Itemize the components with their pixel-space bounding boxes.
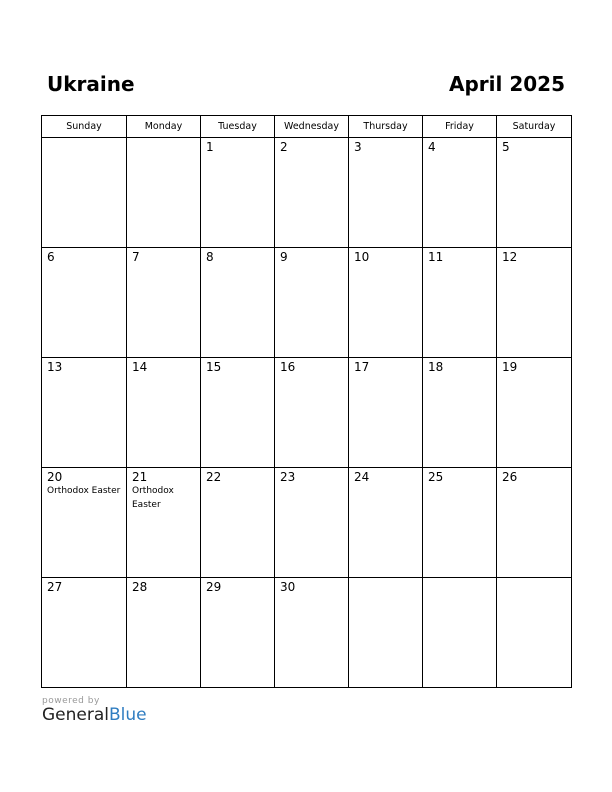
day-cell <box>42 248 127 358</box>
day-number: 17 <box>354 360 370 374</box>
day-number: 22 <box>206 470 222 484</box>
day-number: 9 <box>280 250 288 264</box>
day-cell <box>423 138 497 248</box>
day-cell <box>127 468 201 578</box>
day-number: 21 <box>132 470 148 484</box>
day-cell <box>349 468 423 578</box>
day-number: 15 <box>206 360 222 374</box>
day-cell <box>127 138 201 248</box>
day-cell <box>349 248 423 358</box>
day-cell <box>423 358 497 468</box>
day-cell <box>497 578 572 688</box>
day-cell <box>497 358 572 468</box>
month-title: April 2025 <box>449 72 565 96</box>
day-cell <box>201 358 275 468</box>
day-cell <box>349 578 423 688</box>
brand-blue: Blue <box>109 705 147 725</box>
country-title: Ukraine <box>47 72 135 96</box>
day-number: 3 <box>354 140 362 154</box>
week-row <box>42 358 572 468</box>
holiday-label: Orthodox Easter <box>132 486 174 510</box>
week-row <box>42 578 572 688</box>
weekday-header: Friday <box>423 116 497 138</box>
day-cell <box>201 468 275 578</box>
day-number: 18 <box>428 360 444 374</box>
day-number: 1 <box>206 140 214 154</box>
day-number: 2 <box>280 140 288 154</box>
day-number: 6 <box>47 250 55 264</box>
weekday-header: Thursday <box>349 116 423 138</box>
day-cell <box>423 468 497 578</box>
day-number: 23 <box>280 470 296 484</box>
week-row <box>42 248 572 358</box>
day-cell <box>127 248 201 358</box>
day-number: 27 <box>47 580 63 594</box>
day-number: 12 <box>502 250 518 264</box>
powered-by-text: powered by <box>42 696 100 706</box>
day-number: 28 <box>132 580 148 594</box>
weekday-header: Saturday <box>497 116 572 138</box>
day-number: 30 <box>280 580 296 594</box>
day-cell <box>497 468 572 578</box>
day-cell <box>275 138 349 248</box>
day-number: 16 <box>280 360 296 374</box>
weekday-header: Sunday <box>42 116 127 138</box>
weekday-header: Tuesday <box>201 116 275 138</box>
day-number: 20 <box>47 470 63 484</box>
day-cell <box>127 578 201 688</box>
day-cell <box>127 358 201 468</box>
day-number: 5 <box>502 140 510 154</box>
day-number: 4 <box>428 140 436 154</box>
day-number: 26 <box>502 470 518 484</box>
day-cell <box>42 358 127 468</box>
day-cell <box>42 138 127 248</box>
weekday-header: Monday <box>127 116 201 138</box>
day-number: 13 <box>47 360 63 374</box>
day-cell <box>42 468 127 578</box>
day-cell <box>275 358 349 468</box>
day-cell <box>423 578 497 688</box>
week-row <box>42 138 572 248</box>
day-number: 14 <box>132 360 148 374</box>
day-number: 19 <box>502 360 518 374</box>
weekday-header: Wednesday <box>275 116 349 138</box>
calendar-grid <box>41 115 572 688</box>
week-row <box>42 468 572 578</box>
day-number: 8 <box>206 250 214 264</box>
day-cell <box>201 248 275 358</box>
day-number: 29 <box>206 580 222 594</box>
day-cell <box>275 248 349 358</box>
day-cell <box>497 138 572 248</box>
day-number: 11 <box>428 250 444 264</box>
day-cell <box>201 578 275 688</box>
day-number: 7 <box>132 250 140 264</box>
day-cell <box>201 138 275 248</box>
generalblue-logo <box>42 696 147 725</box>
brand-general: General <box>42 705 109 725</box>
day-number: 25 <box>428 470 444 484</box>
day-cell <box>42 578 127 688</box>
holiday-label: Orthodox Easter <box>47 486 121 496</box>
day-cell <box>275 578 349 688</box>
day-number: 24 <box>354 470 370 484</box>
day-cell <box>349 138 423 248</box>
day-cell <box>423 248 497 358</box>
day-cell <box>275 468 349 578</box>
day-cell <box>497 248 572 358</box>
day-cell <box>349 358 423 468</box>
day-number: 10 <box>354 250 370 264</box>
